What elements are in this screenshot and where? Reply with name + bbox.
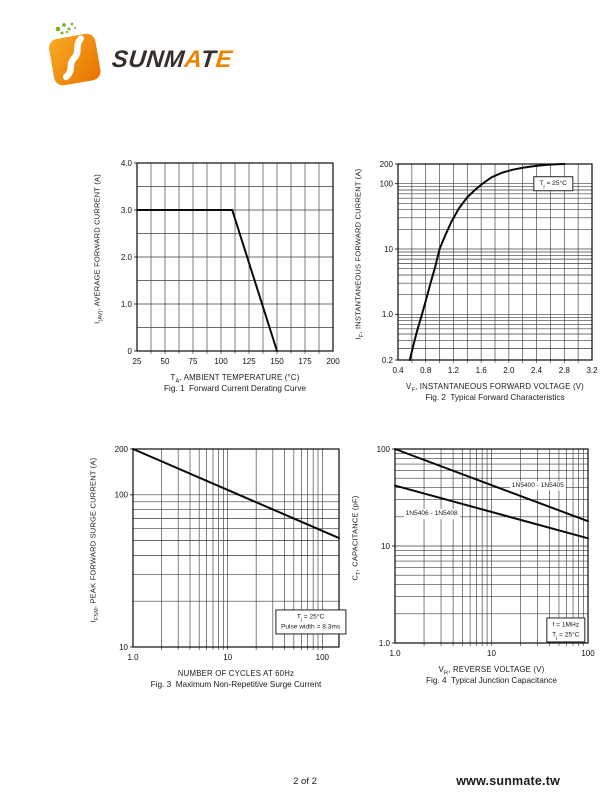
brand-wordmark: [111, 46, 234, 74]
svg-text:100: 100: [379, 179, 393, 189]
svg-text:2.0: 2.0: [120, 252, 132, 262]
fig1-forward-current-derating-chart: [87, 155, 347, 393]
fig4-junction-capacitance-chart: [345, 441, 602, 685]
svg-text:0.4: 0.4: [392, 366, 404, 375]
svg-text:2.4: 2.4: [531, 366, 543, 375]
svg-text:0: 0: [127, 346, 132, 356]
svg-text:10: 10: [223, 653, 233, 662]
svg-text:1.0: 1.0: [389, 649, 401, 658]
svg-text:0.2: 0.2: [381, 355, 393, 365]
svg-text:2.8: 2.8: [558, 366, 570, 375]
logo-dots: [56, 23, 76, 35]
svg-text:3.2: 3.2: [586, 366, 598, 375]
svg-text:50: 50: [160, 357, 170, 366]
website-url: www.sunmate.tw: [456, 774, 560, 788]
svg-text:10: 10: [384, 244, 393, 254]
page-number: 2 of 2: [293, 776, 317, 787]
fig2-caption: Fig. 2 Typical Forward Characteristics: [425, 393, 565, 402]
svg-text:175: 175: [298, 357, 312, 366]
svg-text:1.2: 1.2: [447, 366, 459, 375]
svg-text:10: 10: [487, 649, 496, 658]
fig2-y-axis-title: $I_F$, INSTANTANEOUS FORWARD CURRENT (A): [353, 168, 365, 340]
fig1-plot-area: [107, 155, 347, 369]
fig4-plot-area: [365, 441, 602, 661]
brand-part: SUNM: [110, 46, 187, 73]
svg-text:0.8: 0.8: [420, 366, 432, 375]
fig3-plot-area: [103, 441, 353, 665]
svg-text:100: 100: [315, 653, 330, 662]
svg-text:125: 125: [242, 357, 256, 366]
svg-text:1.0: 1.0: [127, 653, 139, 662]
brand-accent-letter: A: [183, 46, 203, 73]
svg-text:1.0: 1.0: [381, 310, 393, 320]
page-footer: [0, 772, 610, 796]
svg-text:100: 100: [376, 444, 390, 454]
svg-text:1.0: 1.0: [120, 299, 132, 309]
series-label: 1N5406 - 1N5408: [405, 510, 458, 518]
fig3-caption: Fig. 3 Maximum Non-Repetitive Surge Current: [150, 680, 322, 689]
svg-text:3.0: 3.0: [120, 205, 132, 215]
svg-text:4.0: 4.0: [120, 158, 132, 168]
fig1-x-axis-title: $T_A$, AMBIENT TEMPERATURE (°C): [170, 373, 300, 385]
brand-accent-letter: E: [214, 46, 234, 73]
chart-annotation: f = 1MHz $T_j = 25^\circ C$: [546, 618, 585, 643]
svg-text:10: 10: [119, 642, 128, 652]
chart-annotation: $T_j = 25^\circ C$: [534, 176, 573, 192]
fig1-y-axis-title: $I_{(AV)}$, AVERAGE FORWARD CURRENT (A): [92, 174, 104, 325]
fig3-x-axis-title: NUMBER OF CYCLES AT 60Hz: [177, 669, 295, 678]
fig3-surge-current-chart: [83, 441, 353, 689]
fig1-caption: Fig. 1 Forward Current Derating Curve: [164, 384, 306, 393]
svg-text:200: 200: [326, 357, 340, 366]
fig2-typical-forward-characteristics-chart: [348, 156, 606, 402]
svg-text:150: 150: [270, 357, 284, 366]
svg-text:200: 200: [379, 159, 393, 169]
series-label: 1N5400 - 1N5405: [511, 482, 564, 490]
fig4-x-axis-title: $V_R$, REVERSE VOLTAGE (V): [438, 665, 545, 677]
fig3-y-axis-title: $I_{FSM}$, PEAK FORWARD SURGE CURRENT (A): [88, 457, 100, 622]
svg-text:100: 100: [214, 357, 228, 366]
fig2-plot-area: [368, 156, 606, 378]
fig2-x-axis-title: $V_F$, INSTANTANEOUS FORWARD VOLTAGE (V): [406, 382, 584, 394]
svg-text:2.0: 2.0: [503, 366, 515, 375]
sunmate-logo-icon: [38, 16, 112, 92]
svg-text:10: 10: [381, 541, 390, 551]
brand-part: T: [199, 46, 218, 73]
svg-text:200: 200: [114, 444, 128, 454]
svg-text:75: 75: [188, 357, 198, 366]
fig4-y-axis-title: $C_T$, CAPACITANCE (pF): [350, 495, 362, 581]
svg-text:1.0: 1.0: [378, 638, 390, 648]
fig4-caption: Fig. 4 Typical Junction Capacitance: [426, 676, 557, 685]
svg-text:25: 25: [132, 357, 142, 366]
svg-text:1.6: 1.6: [475, 366, 487, 375]
svg-text:100: 100: [114, 490, 128, 500]
svg-text:100: 100: [581, 649, 595, 658]
chart-annotation: $T_j = 25^\circ C$ Pulse width = 8.3ms: [275, 610, 346, 635]
